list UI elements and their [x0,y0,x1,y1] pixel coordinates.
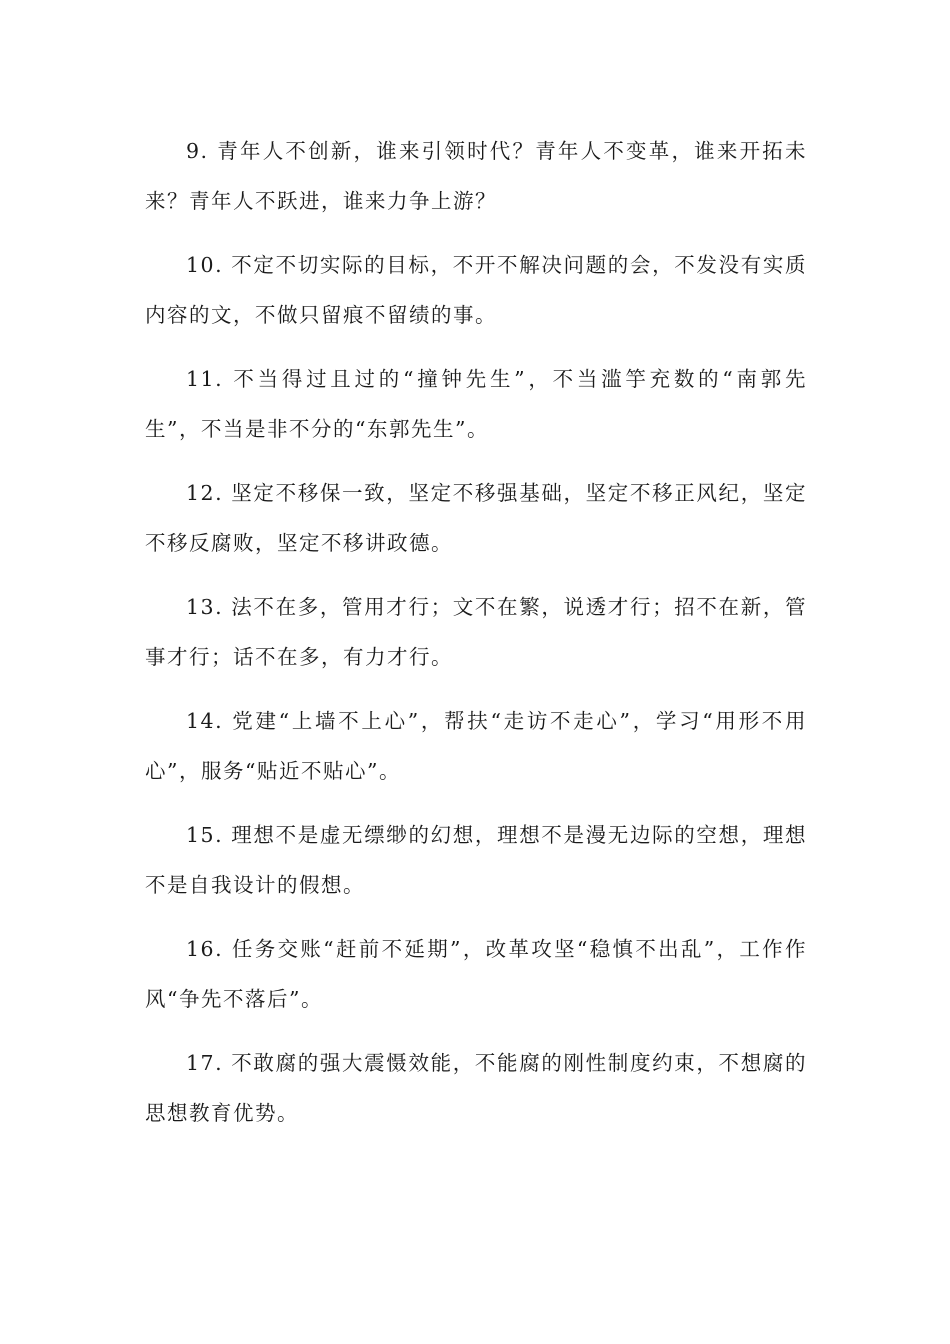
paragraph-10: 10. 不定不切实际的目标，不开不解决问题的会，不发没有实质内容的文，不做只留痕不留绩的事。 [145,253,807,327]
paragraph-17: 17. 不敢腐的强大震慑效能，不能腐的刚性制度约束，不想腐的思想教育优势。 [145,1051,807,1125]
paragraph-15: 15. 理想不是虚无缥缈的幻想，理想不是漫无边际的空想，理想不是自我设计的假想。 [145,823,807,897]
paragraph-12: 12. 坚定不移保一致，坚定不移强基础，坚定不移正风纪，坚定不移反腐败，坚定不移讲政德。 [145,481,807,555]
document-body [145,126,807,1152]
paragraph-9: 9. 青年人不创新，谁来引领时代？青年人不变革，谁来开拓未来？青年人不跃进，谁来力争上游？ [145,139,807,213]
paragraph-16: 16. 任务交账“赶前不延期”，改革攻坚“稳慎不出乱”，工作作风“争先不落后”。 [145,937,807,1011]
paragraph-13: 13. 法不在多，管用才行；文不在繁，说透才行；招不在新，管事才行；话不在多，有力才行。 [145,595,807,669]
paragraph-11: 11. 不当得过且过的“撞钟先生”，不当滥竽充数的“南郭先生”，不当是非不分的“东郭先生”。 [145,367,807,441]
paragraph-14: 14. 党建“上墙不上心”，帮扶“走访不走心”，学习“用形不用心”，服务“贴近不贴心”。 [145,709,807,783]
